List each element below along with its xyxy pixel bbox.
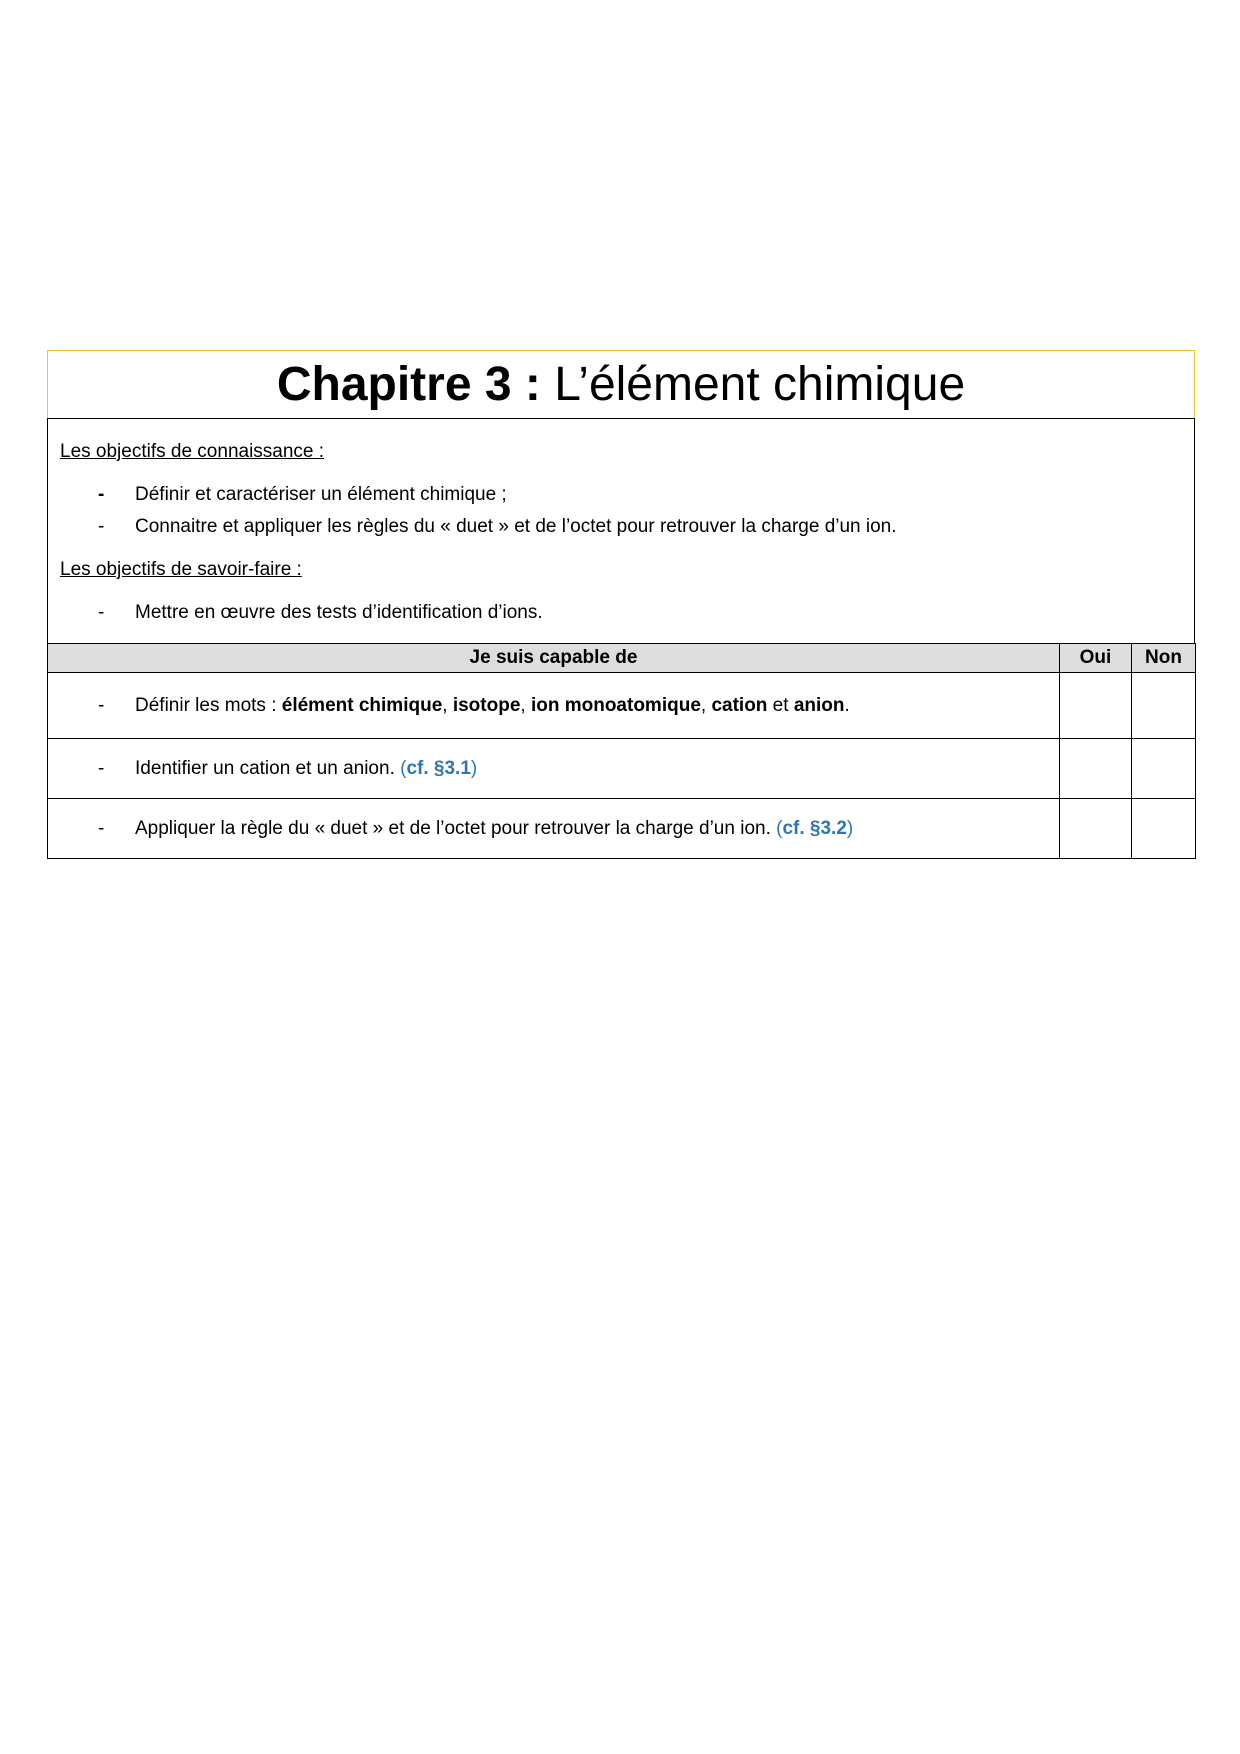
skill-column-header: Je suis capable de bbox=[48, 644, 1060, 673]
no-checkbox-cell[interactable] bbox=[1132, 739, 1196, 799]
skills-list bbox=[60, 597, 1182, 629]
table-row bbox=[48, 739, 1196, 799]
section-reference: cf. §3.1 bbox=[406, 757, 471, 779]
skill-cell: - Appliquer la règle du « duet » et de l’octet pour retrouver la charge d’un ion. (cf. §3.2) bbox=[48, 799, 1060, 859]
list-item: - Connaitre et appliquer les règles du « duet » et de l’octet pour retrouver la charge d’un ion. bbox=[98, 516, 897, 537]
table-row bbox=[48, 673, 1196, 739]
chapter-subject: L’élément chimique bbox=[554, 357, 966, 411]
knowledge-list bbox=[60, 479, 1182, 543]
yes-checkbox-cell[interactable] bbox=[1060, 673, 1132, 739]
knowledge-heading: Les objectifs de connaissance : bbox=[60, 441, 325, 462]
table-row bbox=[48, 799, 1196, 859]
yes-checkbox-cell[interactable] bbox=[1060, 739, 1132, 799]
self-assessment-table bbox=[47, 643, 1196, 859]
section-reference: cf. §3.2 bbox=[782, 817, 847, 839]
no-checkbox-cell[interactable] bbox=[1132, 673, 1196, 739]
objectives-section bbox=[47, 418, 1195, 643]
skill-cell: - Définir les mots : élément chimique, isotope, ion monoatomique, cation et anion. bbox=[48, 673, 1060, 739]
skills-heading: Les objectifs de savoir-faire : bbox=[60, 559, 302, 580]
no-checkbox-cell[interactable] bbox=[1132, 799, 1196, 859]
objectives-sheet bbox=[47, 350, 1195, 859]
skill-cell: - Identifier un cation et un anion. (cf. §3.1) bbox=[48, 739, 1060, 799]
chapter-label: Chapitre 3 : bbox=[276, 357, 541, 411]
chapter-title bbox=[47, 350, 1195, 418]
list-item: - Mettre en œuvre des tests d’identification d’ions. bbox=[98, 602, 543, 623]
table-header-row bbox=[48, 644, 1196, 673]
yes-column-header: Oui bbox=[1060, 644, 1132, 673]
list-item: - Définir et caractériser un élément chimique ; bbox=[98, 484, 507, 505]
yes-checkbox-cell[interactable] bbox=[1060, 799, 1132, 859]
no-column-header: Non bbox=[1132, 644, 1196, 673]
